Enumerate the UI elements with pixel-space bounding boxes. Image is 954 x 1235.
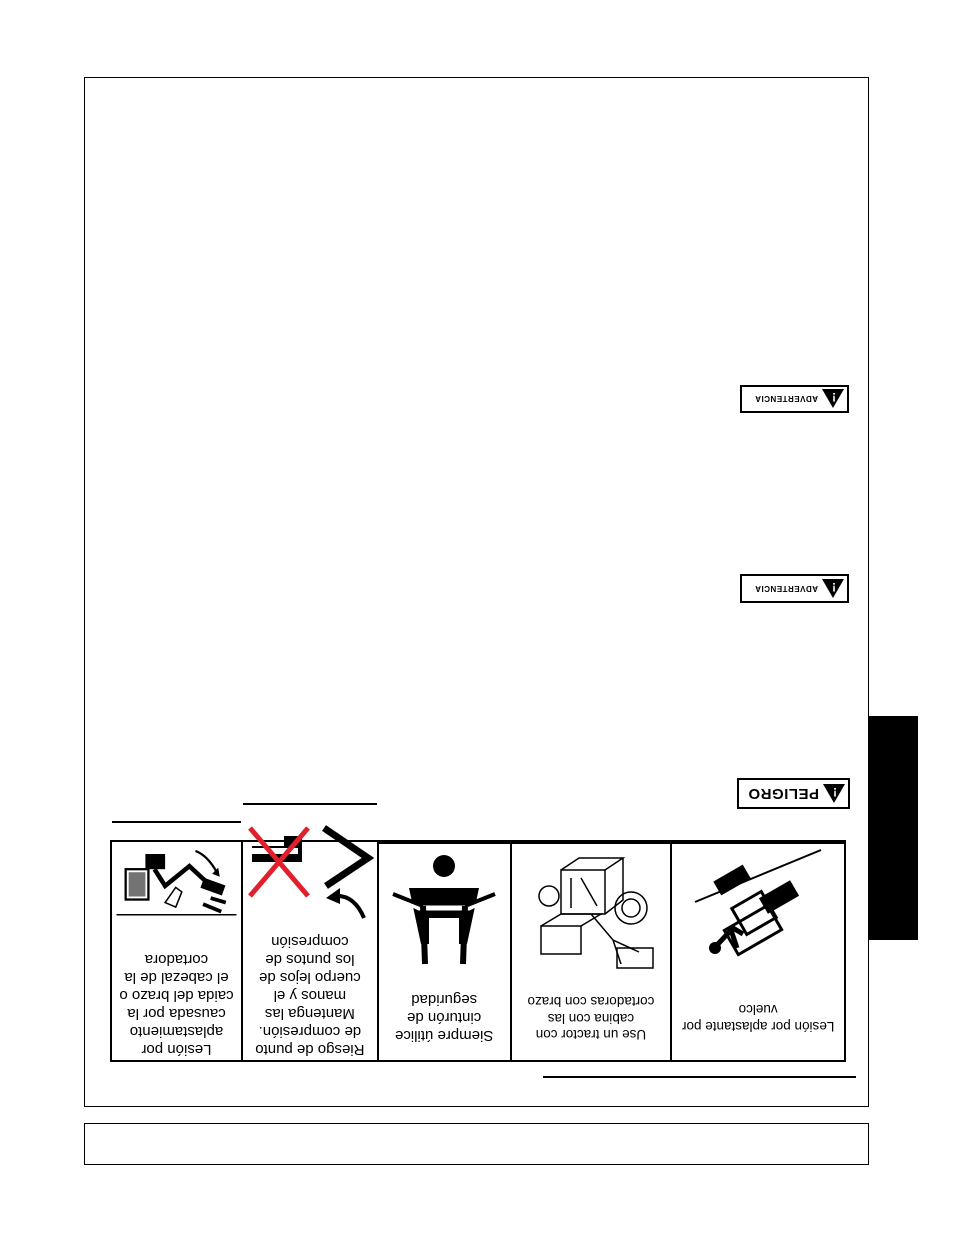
danger-sign [737,778,850,809]
warning-sign-word: ADVERTENCIA [754,584,818,593]
danger-sign-word: PELIGRO [747,785,819,802]
warning-sign-word: ADVERTENCIA [754,394,818,404]
safety-panel-seatbelt [377,842,510,1060]
seatbelt-icon [389,847,499,972]
falling-arm-icon [112,823,241,948]
warning-sign-2 [740,574,849,603]
page-footer [84,1123,869,1165]
safety-panel-falling-arm [112,842,241,1060]
warning-triangle-icon [822,579,844,598]
safety-decal [110,840,846,1062]
safety-panel-pinch-point [241,842,377,1060]
pinch-point-icon [244,805,376,930]
safety-panel-tractor [510,842,671,1060]
safety-panel-rollover [670,842,844,1060]
safety-panel-text: Riesgo de punto de compresión. Mantenga las manos y el cuerpo lejos de los puntos de compresión [255,933,365,1058]
safety-panel-text: Use un tractor con cabina con las cortadoras con brazo [527,994,655,1043]
warning-sign-1 [740,385,849,413]
safety-panel-text: Lesión por aplastante por vuelco [681,1002,835,1034]
section-tab [869,716,918,940]
warning-triangle-icon [823,784,845,803]
rollover-icon [693,847,823,972]
divider-line [543,1076,856,1078]
safety-panel-text: Lesión por aplastamiento causada por la caida del brazo o el cabezal de la cortadora [119,951,234,1058]
tractor-cab-icon [521,847,661,972]
safety-panel-text: Siempre útilice cinturón de seguridad [394,991,494,1045]
warning-triangle-icon [822,390,844,409]
